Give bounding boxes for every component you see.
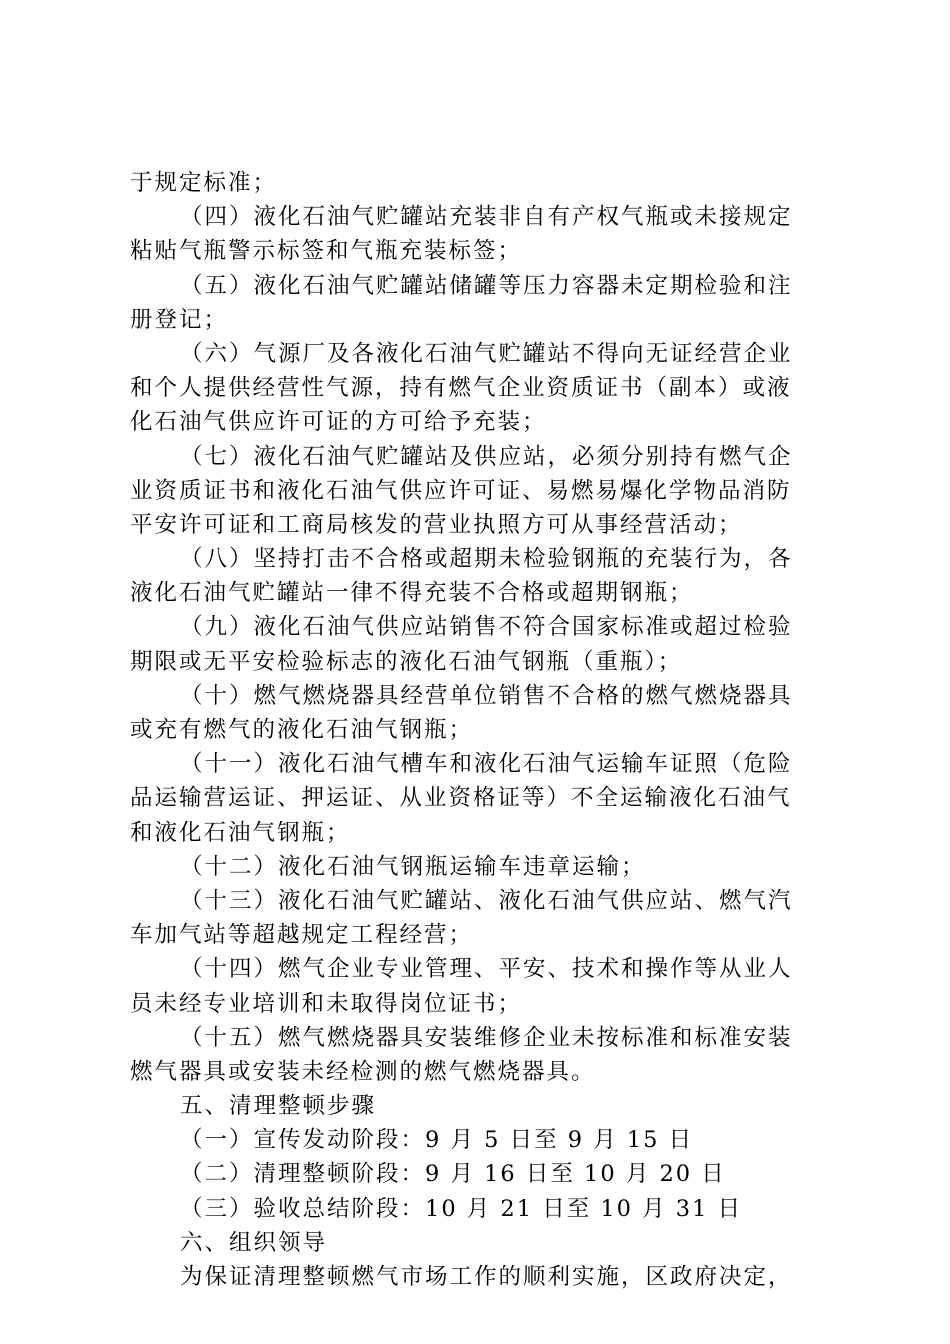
text-line: 册登记； xyxy=(130,306,229,333)
text-line: 期限或无平安检验标志的液化石油气钢瓶（重瓶）； xyxy=(130,648,683,675)
text-line: 业资质证书和液化石油气供应许可证、易燃易爆化学物品消防 xyxy=(130,477,792,504)
text-line: （十二）液化石油气钢瓶运输车违章运输； xyxy=(180,853,646,880)
text-line: 和个人提供经营性气源，持有燃气企业资质证书（副本）或液 xyxy=(130,375,792,402)
text-line: 平安许可证和工商局核发的营业执照方可从事经营活动； xyxy=(130,511,743,538)
text-line: （十三）液化石油气贮罐站、液化石油气供应站、燃气汽 xyxy=(180,887,793,914)
text-line: （十一）液化石油气槽车和液化石油气运输车证照（危险 xyxy=(180,751,793,778)
text-line: （一）宣传发动阶段：9 月 5 日至 9 月 15 日 xyxy=(180,1127,694,1154)
text-line: 或充有燃气的液化石油气钢瓶； xyxy=(130,717,474,743)
text-line: （五）液化石油气贮罐站储罐等压力容器未定期检验和注 xyxy=(180,272,793,299)
text-line: 为保证清理整顿燃气市场工作的顺利实施，区政府决定， xyxy=(180,1264,793,1290)
text-line: （九）液化石油气供应站销售不符合国家标准或超过检验 xyxy=(180,614,793,641)
text-line: 燃气器具或安装未经检测的燃气燃烧器具。 xyxy=(130,1058,596,1085)
text-line: 和液化石油气钢瓶； xyxy=(130,819,351,846)
text-line: （七）液化石油气贮罐站及供应站，必须分别持有燃气企 xyxy=(180,443,793,470)
text-line: 员未经专业培训和未取得岗位证书； xyxy=(130,990,523,1017)
text-line: （二）清理整顿阶段：9 月 16 日至 10 月 20 日 xyxy=(180,1161,726,1188)
text-line: 液化石油气贮罐站一律不得充装不合格或超期钢瓶； xyxy=(130,580,694,607)
text-line: （十五）燃气燃烧器具安装维修企业未按标准和标准安装 xyxy=(180,1024,793,1051)
text-line: 于规定标准； xyxy=(130,170,278,196)
text-line: （十四）燃气企业专业管理、平安、技术和操作等从业人 xyxy=(180,956,793,983)
document-body xyxy=(130,166,820,1294)
text-line: （三）验收总结阶段：10 月 21 日至 10 月 31 日 xyxy=(180,1195,743,1222)
text-line: 车加气站等超越规定工程经营； xyxy=(130,922,474,949)
text-line: （四）液化石油气贮罐站充装非自有产权气瓶或未接规定 xyxy=(180,204,793,231)
text-line: 粘贴气瓶警示标签和气瓶充装标签； xyxy=(130,238,523,265)
text-line: 六、组织领导 xyxy=(180,1229,328,1256)
text-line: （八）坚持打击不合格或超期未检验钢瓶的充装行为，各 xyxy=(180,546,793,573)
text-line: 五、清理整顿步骤 xyxy=(180,1093,377,1120)
text-line: （十）燃气燃烧器具经营单位销售不合格的燃气燃烧器具 xyxy=(180,682,793,709)
text-line: 品运输营运证、押运证、从业资格证等）不全运输液化石油气 xyxy=(130,785,792,812)
text-line: （六）气源厂及各液化石油气贮罐站不得向无证经营企业 xyxy=(180,340,793,367)
text-line: 化石油气供应许可证的方可给予充装； xyxy=(130,409,547,436)
